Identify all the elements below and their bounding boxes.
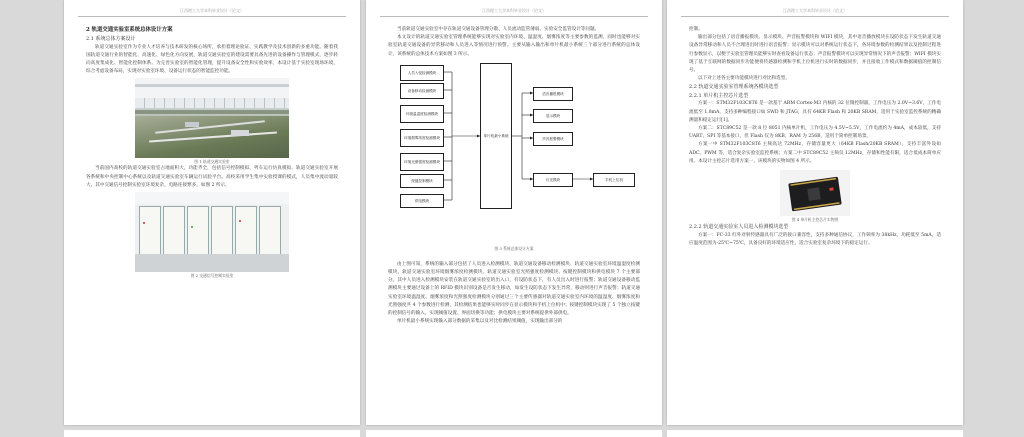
paragraph: 方案一中 STM32F103C8T6 主频高达 72MHz，存储容量更大（64KB Flash/20KB SRAM），支持丰富外设如 ADC、PWM 等，适合复杂实验室监控系统；方案二中 STC89C52 主频仅 12MHz，存储和性能有限，适合低成本简单应用。本设计主控芯片选用方案一，该模块的实物如图 4 所示。	[689, 142, 941, 164]
paragraph: 单片机最小系统实现输入部分数据的采集以及对比检测结果阈值，实现输出部分的	[397, 319, 563, 325]
block-key-control: 按键控制模块	[400, 174, 444, 188]
figure-caption: 图 2 交通信号控制实验室	[190, 272, 234, 278]
subsubsection-heading: 2.2.2 轨道交通实验室人员进入检测模块选型	[689, 224, 789, 231]
subsection-heading: 2.1 系统总体方案设计	[86, 36, 136, 42]
lab-photo-figure-1	[135, 78, 289, 158]
paragraph: 当前国内高校的轨道交通实验室占地面积大，功能齐全，包括信号控制模拟、列车运行仿真模拟、轨道交通实验室开展各系统和中央控制中心系统以及轨道交通实验室车辆运行试验平台。高校采用学生集中实验授课的模式，人员集中流动量较大，其中交通信号控制实验室环境复杂，电路连接繁多，如图 2 所示。	[86, 166, 338, 188]
block-display: 显示模块	[533, 109, 573, 123]
document-page-2	[366, 0, 662, 425]
paragraph: 由上图可知，系统的输入部分包括了人员进入检测模块、轨道交通设备移动检测模块、轨道交通实验室环境温湿度检测模块、轨道交通实验室环境烟雾浓度检测模块、轨道交通实验室光照强度检测模块、按键控制模块和供电模块 7 个主要部分。其中人员进入检测模块安装在轨道交通实验室的出入口，有设防状态下，有人员出入时进行报警；轨道交通设备移动监测模块主要通过设备上的 RFID 模块识别设备是否发生移动，如发生设防状态下发生异常，移动则进行声音报警；轨道交通实验室环境温湿度、烟雾浓度和光照强度检测模块分别通过三个主要传感器对轨道交通实验室内环境的温湿度、烟雾浓度和光照强度共 4 个参数进行检测，其检测结果也能够实时同步在显示模块和手机上位机中；按键控制模块实现了 5 个独立按键的控制信号的输入，实现阈值设置、界面切换等功能；供电模块主要对系统提供外部供电。	[388, 261, 640, 317]
block-power-supply: 供电模块	[400, 194, 444, 208]
next-page-edge	[366, 430, 662, 437]
block-smoke-concentration: 环境烟雾浓度检测模块	[400, 129, 444, 147]
next-page-edge	[667, 430, 963, 437]
paragraph: 方案二：STC89C52 是一款 8 位 8051 内核单片机，工作电压为 4.5V~5.5V，工作电流约为 4mA，成本较低，支持 UART、SPI 等基本接口，但 Flash 仅为 8KB，RAM 为 256B，适用于简单控制场景。	[689, 126, 941, 140]
block-mobile-host: 手机上位机	[593, 173, 635, 187]
block-sound-alarm: 声音报警模块	[533, 132, 573, 146]
subsubsection-heading: 2.2.1 单片机主控芯片选型	[689, 92, 749, 99]
page-header: 江西理工大学本科毕业设计（论文）	[380, 8, 648, 17]
block-light: 灯光模块	[533, 173, 573, 187]
paragraph: 控制。	[689, 27, 703, 32]
block-temp-humidity: 环境温湿度检测模块	[400, 105, 444, 123]
block-voice-broadcast: 语音播报模块	[533, 87, 573, 101]
paragraph: 输出部分包括了语音播报模块、显示模块、声音报警模块和 WIFI 模块，其中语音播放模块在设防状态下发生轨道交通设备异常移动和人员不合理进出时进行语音报警；显示模块可以对系统运行状态下，各环境参数的检测结果以及控制过程进行参数显示，以便于实验室管理员能够实时查看设备运行状态；声音报警模块可以实现异常情况下的声音报警；WIFI 模块实现了基于互联网的数据同步功能便将传感器检测和手机上位机进行实时的数据同步，并且接收工作模式和数据阈值的控制信号。	[689, 35, 941, 74]
mcu-board-image	[780, 170, 850, 216]
block-light-intensity: 环境光照强度检测模块	[400, 153, 444, 171]
paragraph: 当前轨道交通实验室中存在轨道交通设备管理分散、人员流动监管薄弱、实验安全监管设计等问题。	[397, 27, 600, 32]
figure-caption: 图 4 单片机主控芯片实物图	[791, 217, 839, 223]
paragraph: 方案一：FC-33 红外对射传感器具有广泛的接口兼容性，支持多种通信协议，工作频率为 38kHz，功耗低至 5mA，适应温度范围为-25℃~75℃，具备良好的环境适应性，适合实验室复杂环境下的稳定运行。	[689, 232, 941, 246]
block-device-movement: 设备移动检测模块	[400, 83, 444, 99]
block-mcu-minimum-system: 单片机最小系统	[480, 63, 512, 209]
page-header: 江西理工大学本科毕业设计（论文）	[681, 8, 949, 17]
page-header: 江西理工大学本科毕业设计（论文）	[78, 8, 346, 17]
document-page-1	[64, 0, 360, 425]
document-page-3	[667, 0, 963, 425]
block-intrusion-detection: 人员入侵检测模块	[400, 65, 444, 81]
signal-lab-photo-figure-2	[135, 192, 289, 272]
paragraph: 方案一：STM32F103C8T6 是一款基于 ARM Cortex-M3 内核的 32 位微控制器，工作电压为 2.0V~3.6V，工作电流低至 1.8mA，支持多种编程接口如 SWD 和 JTAG，具有 64KB Flash 和 20KB SRAM，适用于实验室监控系统的精确测量和稳定运行[1]。	[689, 101, 941, 123]
mcu-board-photo-figure-4	[780, 170, 850, 216]
subsection-heading: 2.2 轨道交通实验室管理系统各模块选型	[689, 84, 779, 91]
section-heading: 2 轨道交通实验室系统总体设计方案	[86, 27, 173, 33]
paragraph: 以下对上述各主要功能模块进行对比和选型。	[698, 76, 790, 82]
next-page-edge	[64, 430, 360, 437]
system-block-diagram	[388, 59, 640, 255]
paragraph: 本文设计的轨道交通实验室管理系统能够实现对实验室内环境、温湿度、烟雾浓度等主要参数的监测，同时也能够对实验室轨道交通设备的异常移动和人员进入等情况进行预警。主要从输入输出和单片机最小系统三个部分进行系统的总体设计，该系统的总体技术方案如图 3 所示。	[388, 35, 640, 57]
paragraph: 轨道交通实验室作为专业人才培养与技术研发的核心场所，承担着理论验证、实践教学及技术创新的多重功能。随着我国轨道交通行业的智能化、高速化、绿色化方向发展，轨道交通实验室的建设需要具备先进的设备操作与管理模式，逐步转向高度集成化、智能化控制体系。为完善实验室的智能化管理，提升设备安全性和实验效率，本设计基于实验室现场环境，综合考虑设备布局，实现对实验室环境、设备运行状态的智能监控功能。	[86, 44, 338, 75]
figure-caption: 图 3 系统总体设计方案	[494, 245, 534, 251]
figure-caption: 图 1 轨道交通实验室	[194, 159, 230, 165]
